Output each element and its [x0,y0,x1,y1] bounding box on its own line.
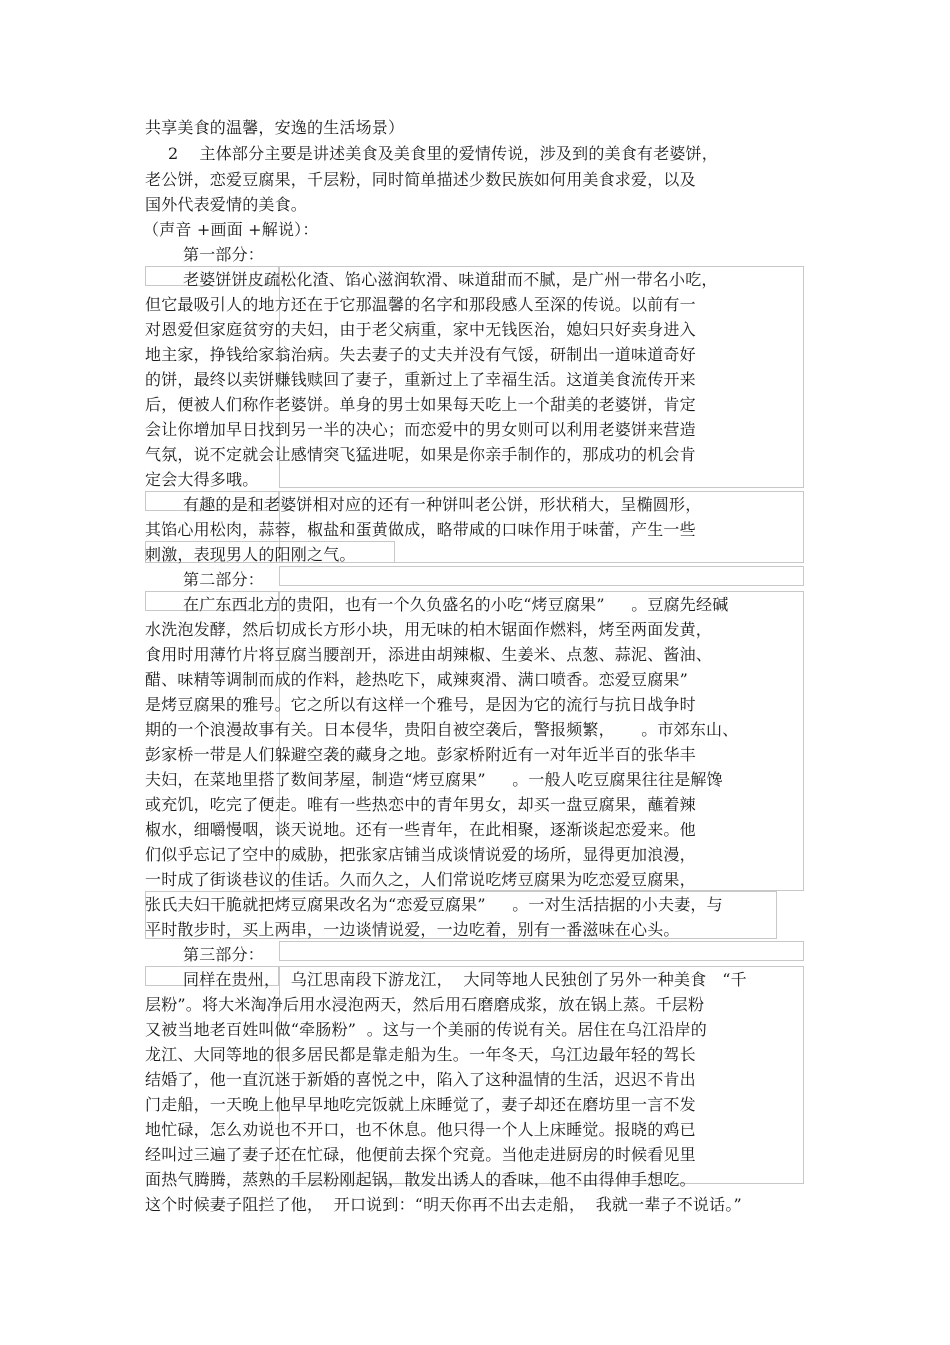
part3-p1-line-2: 层粉”。将大米淘净后用水浸泡两天，然后用石磨磨成浆，放在锅上蒸。千层粉 [145,995,705,1014]
part3-heading: 第三部分： [183,945,265,964]
outline-box-part3 [279,941,804,961]
part1-p2-line-1: 有趣的是和老婆饼相对应的还有一种饼叫老公饼，形状稍大，呈椭圆形， [183,495,702,514]
part3-p1-line-3: 又被当地老百姓叫做“牵肠粉” 。这与一个美丽的传说有关。居住在乌江沿岸的 [145,1020,707,1039]
part2-p1-line-8: 夫妇，在菜地里搭了数间茅屋，制造“烤豆腐果” 。一般人吃豆腐果往往是解馋 [145,770,723,789]
intro-line-2: 2 主体部分主要是讲述美食及美食里的爱情传说，涉及到的美食有老婆饼， [168,144,718,163]
intro-line-4: 国外代表爱情的美食。 [145,195,308,214]
part2-p1-line-13: 张氏夫妇干脆就把烤豆腐果改名为“恋爱豆腐果” 。一对生活拮据的小夫妻，与 [145,895,723,914]
part1-p1-line-9: 定会大得多哦。 [145,470,259,489]
part1-p1-line-2: 但它最吸引人的地方还在于它那温馨的名字和那段感人至深的传说。以前有一 [145,295,696,314]
part1-p1-line-1: 老婆饼饼皮疏松化渣、馅心滋润软滑、味道甜而不腻，是广州一带名小吃， [183,270,718,289]
part2-p1-line-1: 在广东西北方的贵阳，也有一个久负盛名的小吃“烤豆腐果” 。豆腐先经碱 [183,595,729,614]
part1-p1-line-3: 对恩爱但家庭贫穷的夫妇，由于老父病重，家中无钱医治，媳妇只好卖身进入 [145,320,696,339]
outline-box-part2 [279,566,804,586]
part1-heading: 第一部分： [183,245,265,264]
part2-p1-line-3: 食用时用薄竹片将豆腐当腰剖开，添进由胡辣椒、生姜米、点葱、蒜泥、酱油、 [145,645,713,664]
part3-p1-line-6: 门走船，一天晚上他早早地吃完饭就上床睡觉了，妻子却还在磨坊里一言不发 [145,1095,696,1114]
intro-line-3: 老公饼，恋爱豆腐果，千层粉，同时简单描述少数民族如何用美食求爱，以及 [145,170,696,189]
part2-heading: 第二部分： [183,570,265,589]
part2-p1-line-2: 水洗泡发酵，然后切成长方形小块，用无味的柏木锯面作燃料，烤至两面发黄， [145,620,713,639]
part3-p1-line-7: 地忙碌，怎么劝说也不开口，也不休息。他只得一个人上床睡觉。报晓的鸡已 [145,1120,696,1139]
part3-p1-line-8: 经叫过三遍了妻子还在忙碌，他便前去探个究竟。当他走进厨房的时候看见里 [145,1145,696,1164]
part1-p2-line-3: 刺激，表现男人的阳刚之气。 [145,545,356,564]
part1-p1-line-6: 后，便被人们称作老婆饼。单身的男士如果每天吃上一个甜美的老婆饼，肯定 [145,395,696,414]
part1-p1-line-8: 气氛，说不定就会让感情突飞猛进呢，如果是你亲手制作的，那成功的机会肯 [145,445,696,464]
part2-p1-line-12: 一时成了街谈巷议的佳话。久而久之，人们常说吃烤豆腐果为吃恋爱豆腐果， [145,870,696,889]
part1-p1-line-7: 会让你增加早日找到另一半的决心；而恋爱中的男女则可以利用老婆饼来营造 [145,420,696,439]
part3-p1-line-4: 龙江、大同等地的很多居民都是靠走船为生。一年冬天，乌江边最年轻的驾长 [145,1045,696,1064]
part2-p1-line-14: 平时散步时，买上两串，一边谈情说爱，一边吃着，别有一番滋味在心头。 [145,920,680,939]
intro-line-5: （声音 +画面 +解说）： [143,220,319,239]
intro-line-1: 共享美食的温馨，安逸的生活场景） [145,118,405,137]
part2-p1-line-6: 期的一个浪漫故事有关。日本侵华，贵阳自被空袭后，警报频繁， 。市郊东山、 [145,720,739,739]
part3-p1-line-10: 这个时候妻子阻拦了他， 开口说到：“明天你再不出去走船， 我就一辈子不说话。” [145,1195,742,1214]
part2-p1-line-9: 或充饥，吃完了便走。唯有一些热恋中的青年男女，却买一盘豆腐果，蘸着辣 [145,795,696,814]
part1-p1-line-5: 的饼，最终以卖饼赚钱赎回了妻子，重新过上了幸福生活。这道美食流传开来 [145,370,696,389]
part3-p1-line-1: 同样在贵州， 乌江思南段下游龙江， 大同等地人民独创了另外一种美食 “千 [183,970,747,989]
part2-p1-line-4: 醋、味精等调制而成的作料，趁热吃下，咸辣爽滑、满口喷香。恋爱豆腐果” [145,670,688,689]
part2-p1-line-10: 椒水，细嚼慢咽，谈天说地。还有一些青年，在此相聚，逐渐谈起恋爱来。他 [145,820,696,839]
part2-p1-line-5: 是烤豆腐果的雅号。它之所以有这样一个雅号，是因为它的流行与抗日战争时 [145,695,696,714]
part1-p2-line-2: 其馅心用松肉，蒜蓉，椒盐和蛋黄做成，略带咸的口味作用于味蕾，产生一些 [145,520,696,539]
part2-p1-line-11: 们似乎忘记了空中的威胁，把张家店铺当成谈情说爱的场所，显得更加浪漫， [145,845,696,864]
part2-p1-line-7: 彭家桥一带是人们躲避空袭的藏身之地。彭家桥附近有一对年近半百的张华丰 [145,745,696,764]
part3-p1-line-5: 结婚了，他一直沉迷于新婚的喜悦之中，陷入了这种温情的生活，迟迟不肯出 [145,1070,696,1089]
part1-p1-line-4: 地主家，挣钱给家翁治病。失去妻子的丈夫并没有气馁，研制出一道味道奇好 [145,345,696,364]
part3-p1-line-9: 面热气腾腾，蒸熟的千层粉刚起锅，散发出诱人的香味，他不由得伸手想吃。 [145,1170,696,1189]
